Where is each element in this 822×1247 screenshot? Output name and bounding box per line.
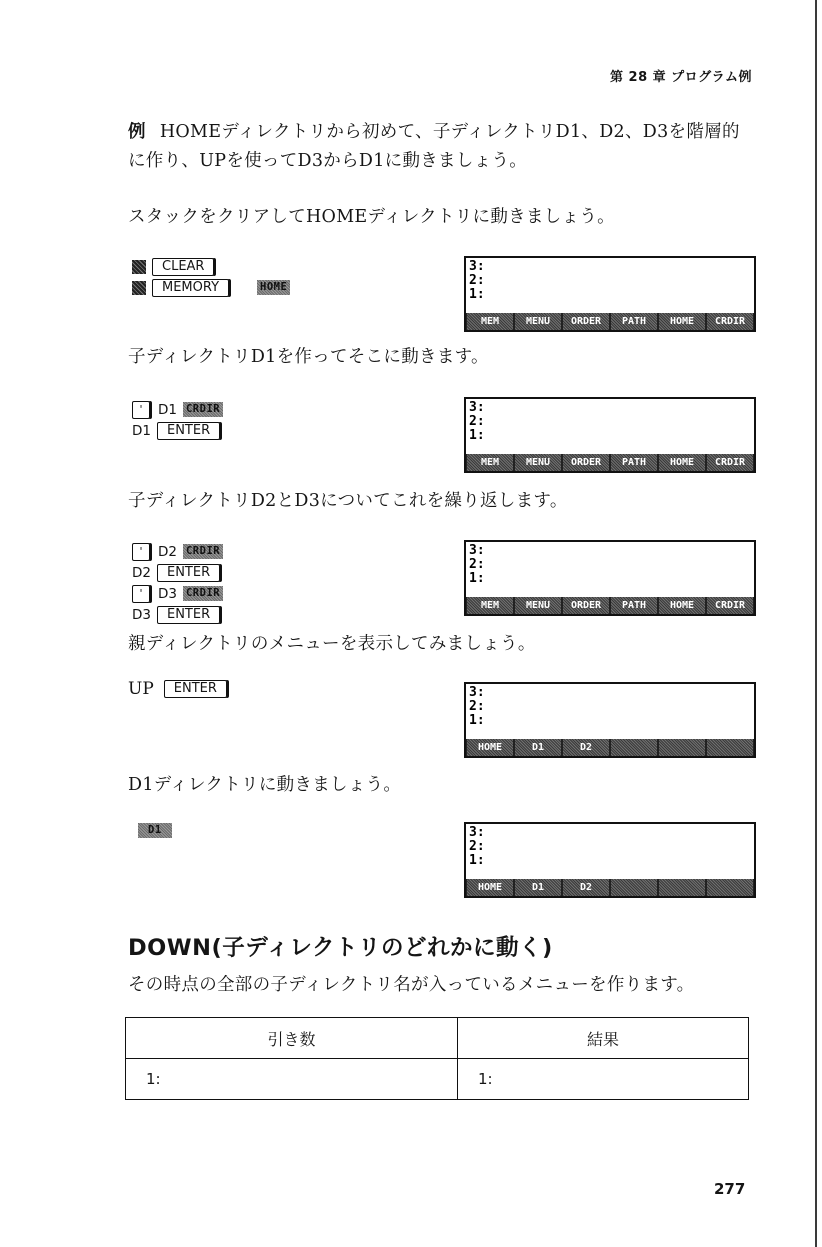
menu-order[interactable]: ORDER [563,597,609,614]
example-line-2: に作り、UPを使ってD3からD1に動きましょう。 [128,151,528,171]
menu-home[interactable]: HOME [659,597,705,614]
quote-key[interactable]: ' [132,401,150,419]
stack-lines [469,686,485,728]
enter-key[interactable]: ENTER [157,422,220,440]
menu-menu[interactable]: MENU [515,313,561,330]
quote-key[interactable]: ' [132,585,150,603]
stack-lines [469,260,485,302]
step-1-text: スタックをクリアしてHOMEディレクトリに動きましょう。 [128,207,615,227]
table-header-arguments: 引き数 [126,1018,458,1059]
stack-lines [469,826,485,868]
menu-menu[interactable]: MENU [515,597,561,614]
typed-name: D2 [158,543,177,560]
key-row [138,820,172,841]
quote-key[interactable]: ' [132,543,150,561]
menu-mem[interactable]: MEM [467,454,513,471]
menu-crdir[interactable]: CRDIR [707,597,753,614]
step-4-keys [128,678,235,699]
table-header-row [126,1018,749,1059]
key-row [132,583,228,604]
stack-level-1: 1: [469,428,485,443]
step-2-text: 子ディレクトリD1を作ってそこに動きます。 [128,347,489,367]
page-edge-line [815,0,817,1247]
softkey-menu [466,879,754,896]
menu-home[interactable]: HOME [467,879,513,896]
menu-path[interactable]: PATH [611,313,657,330]
enter-key[interactable]: ENTER [164,680,227,698]
stack-level-3: 3: [469,259,485,274]
stack-level-3: 3: [469,685,485,700]
example-label: 例 [128,122,146,142]
menu-order[interactable]: ORDER [563,313,609,330]
softkey-menu [466,454,754,471]
menu-path[interactable]: PATH [611,454,657,471]
calculator-screen [464,822,756,898]
step-5-text: D1ディレクトリに動きましょう。 [128,775,402,795]
example-line-1 [128,118,740,147]
stack-level-2: 2: [469,414,485,429]
menu-mem[interactable]: MEM [467,597,513,614]
memory-key[interactable]: MEMORY [152,279,229,297]
clear-key[interactable]: CLEAR [152,258,214,276]
menu-menu[interactable]: MENU [515,454,561,471]
calculator-screen [464,397,756,473]
menu-path[interactable]: PATH [611,597,657,614]
key-row [132,562,228,583]
typed-name: D1 [158,401,177,418]
menu-empty[interactable] [659,879,705,896]
key-row [132,604,228,625]
key-row [132,399,228,420]
stack-level-1: 1: [469,287,485,302]
typed-command: UP [128,678,154,699]
step-3-keys [132,541,228,625]
step-5-keys [138,820,172,841]
table-cell-result: 1: [458,1059,749,1100]
step-2-keys [132,399,228,441]
menu-empty[interactable] [611,879,657,896]
menu-d1[interactable]: D1 [515,739,561,756]
step-3-text: 子ディレクトリD2とD3についてこれを繰り返します。 [128,491,568,511]
argument-table [125,1017,749,1100]
stack-level-1: 1: [469,713,485,728]
left-shift-key-icon [132,281,146,295]
calculator-screen [464,682,756,758]
softkey-menu [466,313,754,330]
menu-d2[interactable]: D2 [563,879,609,896]
page-number: 277 [714,1180,746,1198]
stack-level-3: 3: [469,825,485,840]
step-4-text: 親ディレクトリのメニューを表示してみましょう。 [128,634,536,654]
key-row [132,277,290,298]
menu-home[interactable]: HOME [659,313,705,330]
menu-d1[interactable]: D1 [515,879,561,896]
key-row [132,256,290,277]
screen-echo: D1 [132,422,151,439]
menu-empty[interactable] [611,739,657,756]
menu-empty[interactable] [659,739,705,756]
calculator-screen [464,540,756,616]
section-description: その時点の全部の子ディレクトリ名が入っているメニューを作ります。 [128,975,695,995]
example-text-1: HOMEディレクトリから初めて、子ディレクトリD1、D2、D3を階層的 [159,122,740,142]
menu-empty[interactable] [707,879,753,896]
typed-name: D3 [158,585,177,602]
stack-level-1: 1: [469,853,485,868]
menu-d2[interactable]: D2 [563,739,609,756]
enter-key[interactable]: ENTER [157,606,220,624]
stack-level-2: 2: [469,557,485,572]
stack-level-1: 1: [469,571,485,586]
menu-home[interactable]: HOME [467,739,513,756]
left-shift-key-icon [132,260,146,274]
stack-lines [469,401,485,443]
stack-level-3: 3: [469,400,485,415]
softkey-menu [466,739,754,756]
home-softkey[interactable]: HOME [257,280,290,295]
menu-order[interactable]: ORDER [563,454,609,471]
stack-level-2: 2: [469,839,485,854]
screen-echo: D3 [132,606,151,623]
menu-crdir[interactable]: CRDIR [707,454,753,471]
stack-level-3: 3: [469,543,485,558]
menu-empty[interactable] [707,739,753,756]
table-row [126,1059,749,1100]
menu-crdir[interactable]: CRDIR [707,313,753,330]
crdir-softkey[interactable]: CRDIR [183,586,223,601]
menu-mem[interactable]: MEM [467,313,513,330]
calculator-screen [464,256,756,332]
table-cell-argument: 1: [126,1059,458,1100]
crdir-softkey[interactable]: CRDIR [183,402,223,417]
enter-key[interactable]: ENTER [157,564,220,582]
chapter-header: 第 28 章 プログラム例 [610,70,753,85]
table-header-results: 結果 [458,1018,749,1059]
softkey-menu [466,597,754,614]
key-row [128,678,235,699]
stack-lines [469,544,485,586]
key-row [132,541,228,562]
section-title: DOWN(子ディレクトリのどれかに動く) [128,935,553,961]
step-1-keys [132,256,290,298]
menu-home[interactable]: HOME [659,454,705,471]
stack-level-2: 2: [469,699,485,714]
stack-level-2: 2: [469,273,485,288]
key-row [132,420,228,441]
crdir-softkey[interactable]: CRDIR [183,544,223,559]
screen-echo: D2 [132,564,151,581]
d1-softkey[interactable]: D1 [138,823,172,838]
